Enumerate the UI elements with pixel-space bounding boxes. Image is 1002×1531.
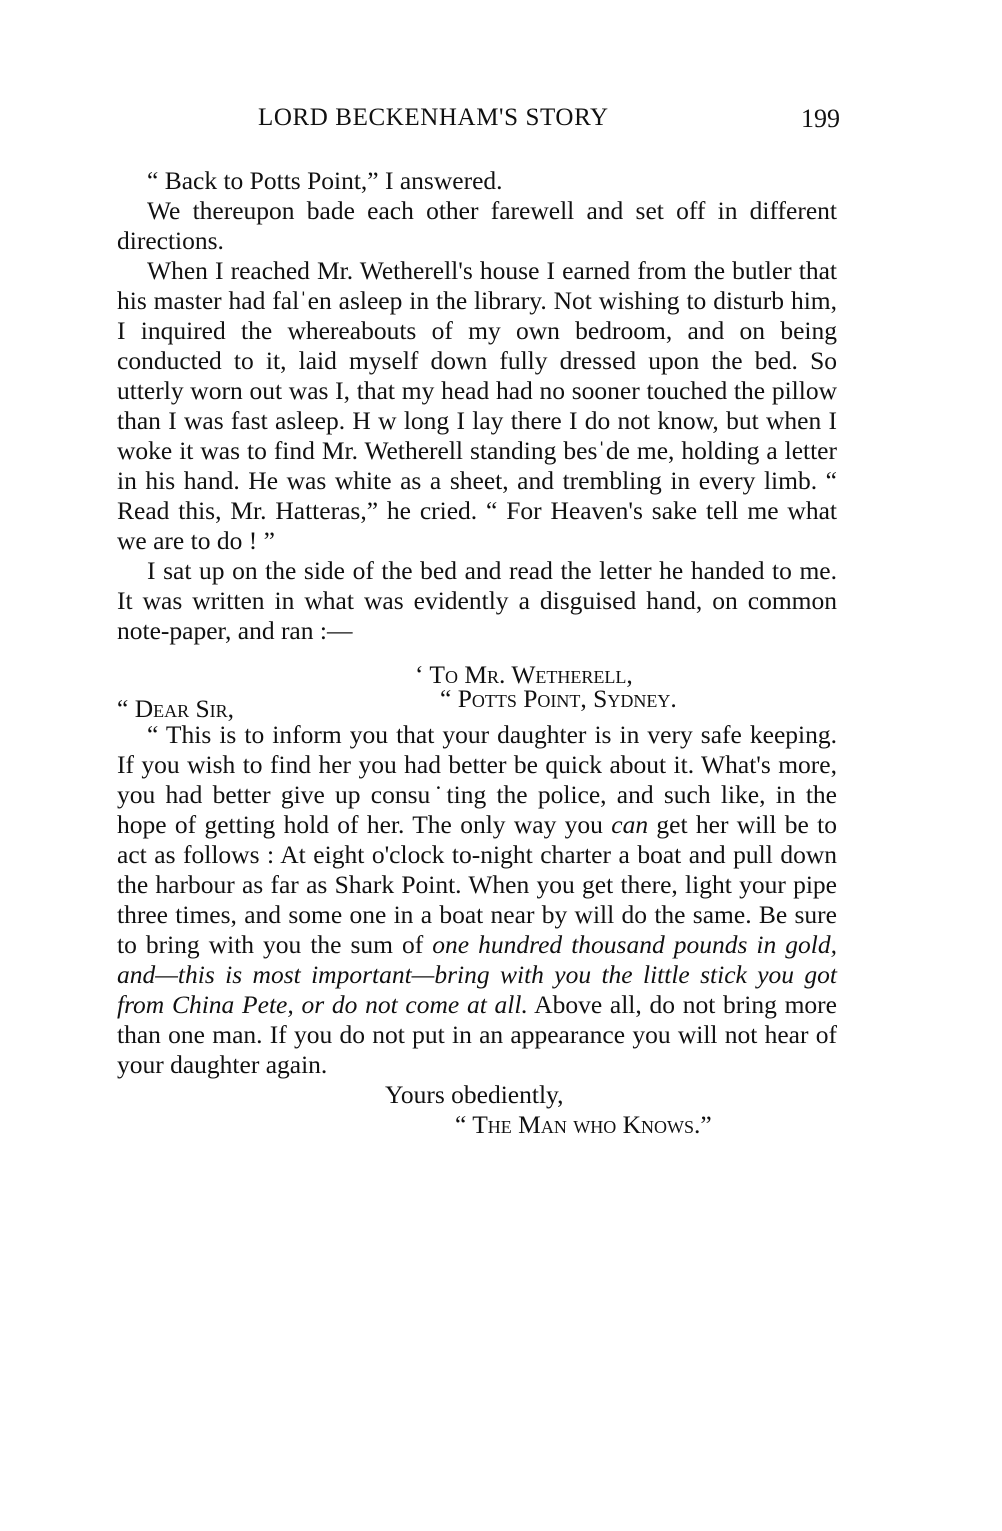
- letter-salutation: “ Dear Sir,: [117, 694, 235, 723]
- letter: [117, 660, 837, 1140]
- paragraph-farewell: We thereupon bade each other farewell and set off in different directions.: [117, 196, 837, 255]
- letter-signoff: Yours obediently,: [385, 1080, 564, 1109]
- running-head: [110, 104, 840, 144]
- paragraph-letter-intro: I sat up on the side of the bed and read the letter he handed to me. It was written in what was evidently a disguised hand, on common note-paper, and ran :—: [117, 556, 837, 645]
- running-title: LORD BECKENHAM'S STORY: [258, 104, 609, 131]
- letter-text-part-1: “ This is to inform you that your daughter is in very safe keeping. If you wish to find her you had better be quick about it. What's more, you had better give up consu˙ting the police, and such like, in the hope of getting hold of her. The only way you: [117, 720, 837, 839]
- paragraph-reply: “ Back to Potts Point,” I answered.: [147, 166, 503, 195]
- letter-emphasis-can: can: [611, 810, 649, 839]
- letter-signature: “ The Man who Knows.”: [455, 1110, 712, 1139]
- letter-address-line-2: “ Potts Point, Sydney.: [440, 684, 677, 713]
- letter-body: [117, 720, 837, 1080]
- letter-text-part-3: Above all, do not bring more than one man. If you do not put in an appearance you will not hear of your daughter again.: [117, 990, 837, 1079]
- paragraph-wetherell-house: When I reached Mr. Wetherell's house I earned from the butler that his master had falˈen asleep in the library. Not wishing to disturb him, I inquired the whereabouts of my own bedroom, and on being conducted to it, laid myself down fully dressed upon the bed. So utterly worn out was I, that my head had no sooner touched the pillow than I was fast asleep. H w long I lay there I do not know, but when I woke it was to find Mr. Wetherell standing besˈde me, holding a letter in his hand. He was white as a sheet, and trembling in every limb. “ Read this, Mr. Hatteras,” he cried. “ For Heaven's sake tell me what we are to do ! ”: [117, 256, 837, 555]
- letter-emphasis-demand: one hundred thousand pounds in gold, and—this is most important—bring with you the little stick you got from China Pete, or do not come at all.: [117, 930, 837, 1019]
- page-number: 199: [801, 104, 840, 133]
- letter-address-line-1: ‘ To Mr. Wetherell,: [415, 660, 633, 689]
- letter-text-part-2: get her will be to act as follows : At eight o'clock to-night charter a boat and pull down the harbour as far as Shark Point. When you get there, light your pipe three times, and some one in a boat near by will do the same. Be sure to bring with you the sum of: [117, 810, 837, 959]
- body-text: [117, 166, 837, 1140]
- letter-salutation-row: [117, 684, 837, 723]
